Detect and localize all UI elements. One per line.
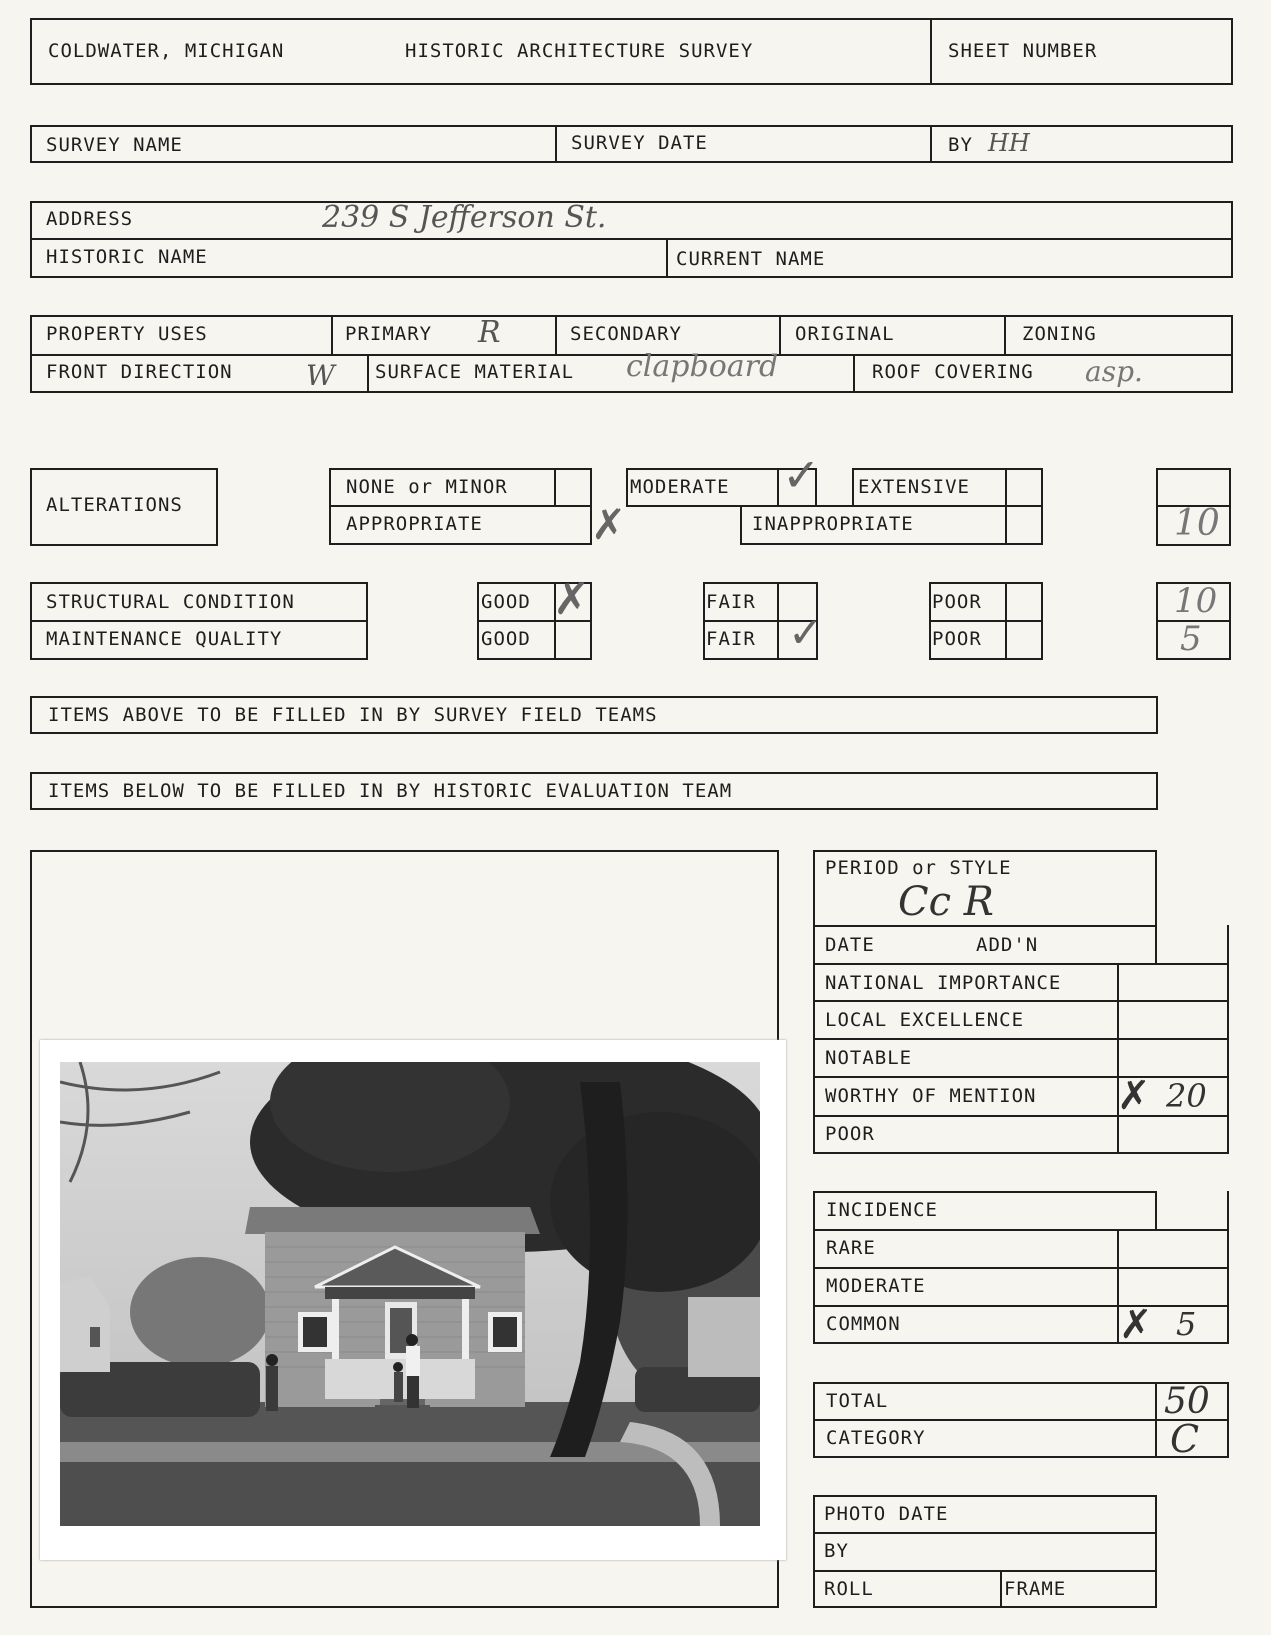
house-photograph	[40, 1040, 786, 1560]
maintenance-good-label: GOOD	[481, 628, 531, 650]
by-value: HH	[988, 129, 1030, 157]
maintenance-quality-label: MAINTENANCE QUALITY	[46, 628, 283, 650]
primary-label: PRIMARY	[345, 323, 433, 345]
appropriate-label: APPROPRIATE	[346, 513, 483, 535]
total-label: TOTAL	[826, 1390, 889, 1412]
property-uses-label: PROPERTY USES	[46, 323, 208, 345]
structural-condition-label: STRUCTURAL CONDITION	[46, 591, 295, 613]
extensive-label: EXTENSIVE	[858, 476, 970, 498]
worthy-mark: ✗	[1117, 1073, 1151, 1119]
structural-fair-label: FAIR	[706, 591, 756, 613]
photo-date-label: PHOTO DATE	[824, 1503, 949, 1525]
sheet-number-label: SHEET NUMBER	[948, 40, 1098, 62]
local-excellence-label: LOCAL EXCELLENCE	[825, 1009, 1025, 1031]
none-minor-label: NONE or MINOR	[346, 476, 508, 498]
house-photo-image	[60, 1062, 760, 1526]
survey-date-label: SURVEY DATE	[571, 132, 708, 154]
period-label: PERIOD or STYLE	[825, 857, 1012, 879]
appropriate-mark: ✗	[591, 500, 627, 549]
structural-good-mark: ✗	[553, 574, 590, 625]
category-value: C	[1170, 1417, 1200, 1461]
structural-good-label: GOOD	[481, 591, 531, 613]
category-label: CATEGORY	[826, 1427, 926, 1449]
alterations-score: 10	[1174, 503, 1220, 544]
survey-title: HISTORIC ARCHITECTURE SURVEY	[405, 40, 754, 62]
common-score: 5	[1176, 1305, 1197, 1343]
maintenance-fair-mark: ✓	[788, 608, 824, 657]
maintenance-fair-label: FAIR	[706, 628, 756, 650]
eval-addn-label: ADD'N	[976, 934, 1039, 956]
inappropriate-label: INAPPROPRIATE	[752, 513, 914, 535]
city-label: COLDWATER, MICHIGAN	[48, 40, 285, 62]
original-label: ORIGINAL	[795, 323, 895, 345]
roll-label: ROLL	[824, 1578, 874, 1600]
roof-covering-value: asp.	[1085, 355, 1143, 388]
maintenance-score: 5	[1180, 619, 1202, 659]
total-value: 50	[1164, 1381, 1210, 1422]
roof-covering-label: ROOF COVERING	[872, 361, 1034, 383]
primary-value: R	[478, 315, 501, 350]
incidence-label: INCIDENCE	[826, 1199, 938, 1221]
notable-label: NOTABLE	[825, 1047, 913, 1069]
zoning-label: ZONING	[1022, 323, 1097, 345]
structural-poor-label: POOR	[932, 591, 982, 613]
alterations-label: ALTERATIONS	[46, 494, 183, 516]
secondary-label: SECONDARY	[570, 323, 682, 345]
address-label: ADDRESS	[46, 208, 134, 230]
maintenance-poor-label: POOR	[932, 628, 982, 650]
common-mark: ✗	[1119, 1302, 1153, 1348]
survey-name-label: SURVEY NAME	[46, 134, 183, 156]
front-direction-value: W	[306, 359, 335, 392]
photo-by-label: BY	[824, 1540, 849, 1562]
notes-above: ITEMS ABOVE TO BE FILLED IN BY SURVEY FIELD TEAMS	[48, 704, 658, 726]
moderate-checkmark: ✓	[782, 448, 821, 502]
national-importance-label: NATIONAL IMPORTANCE	[825, 972, 1062, 994]
period-value: Cc R	[898, 879, 994, 925]
structural-score: 10	[1174, 581, 1218, 621]
rare-label: RARE	[826, 1237, 876, 1259]
address-value: 239 S Jefferson St.	[322, 200, 607, 235]
common-label: COMMON	[826, 1313, 901, 1335]
historic-name-label: HISTORIC NAME	[46, 246, 208, 268]
by-label: BY	[948, 134, 973, 156]
notes-below: ITEMS BELOW TO BE FILLED IN BY HISTORIC EVALUATION TEAM	[48, 780, 733, 802]
incidence-moderate-label: MODERATE	[826, 1275, 926, 1297]
worthy-score: 20	[1166, 1077, 1207, 1115]
worthy-of-mention-label: WORTHY OF MENTION	[825, 1085, 1037, 1107]
surface-material-label: SURFACE MATERIAL	[375, 361, 575, 383]
current-name-label: CURRENT NAME	[676, 248, 826, 270]
eval-date-label: DATE	[825, 934, 875, 956]
moderate-label: MODERATE	[630, 476, 730, 498]
surface-material-value: clapboard	[626, 349, 779, 384]
eval-poor-label: POOR	[825, 1123, 875, 1145]
front-direction-label: FRONT DIRECTION	[46, 361, 233, 383]
frame-label: FRAME	[1004, 1578, 1067, 1600]
